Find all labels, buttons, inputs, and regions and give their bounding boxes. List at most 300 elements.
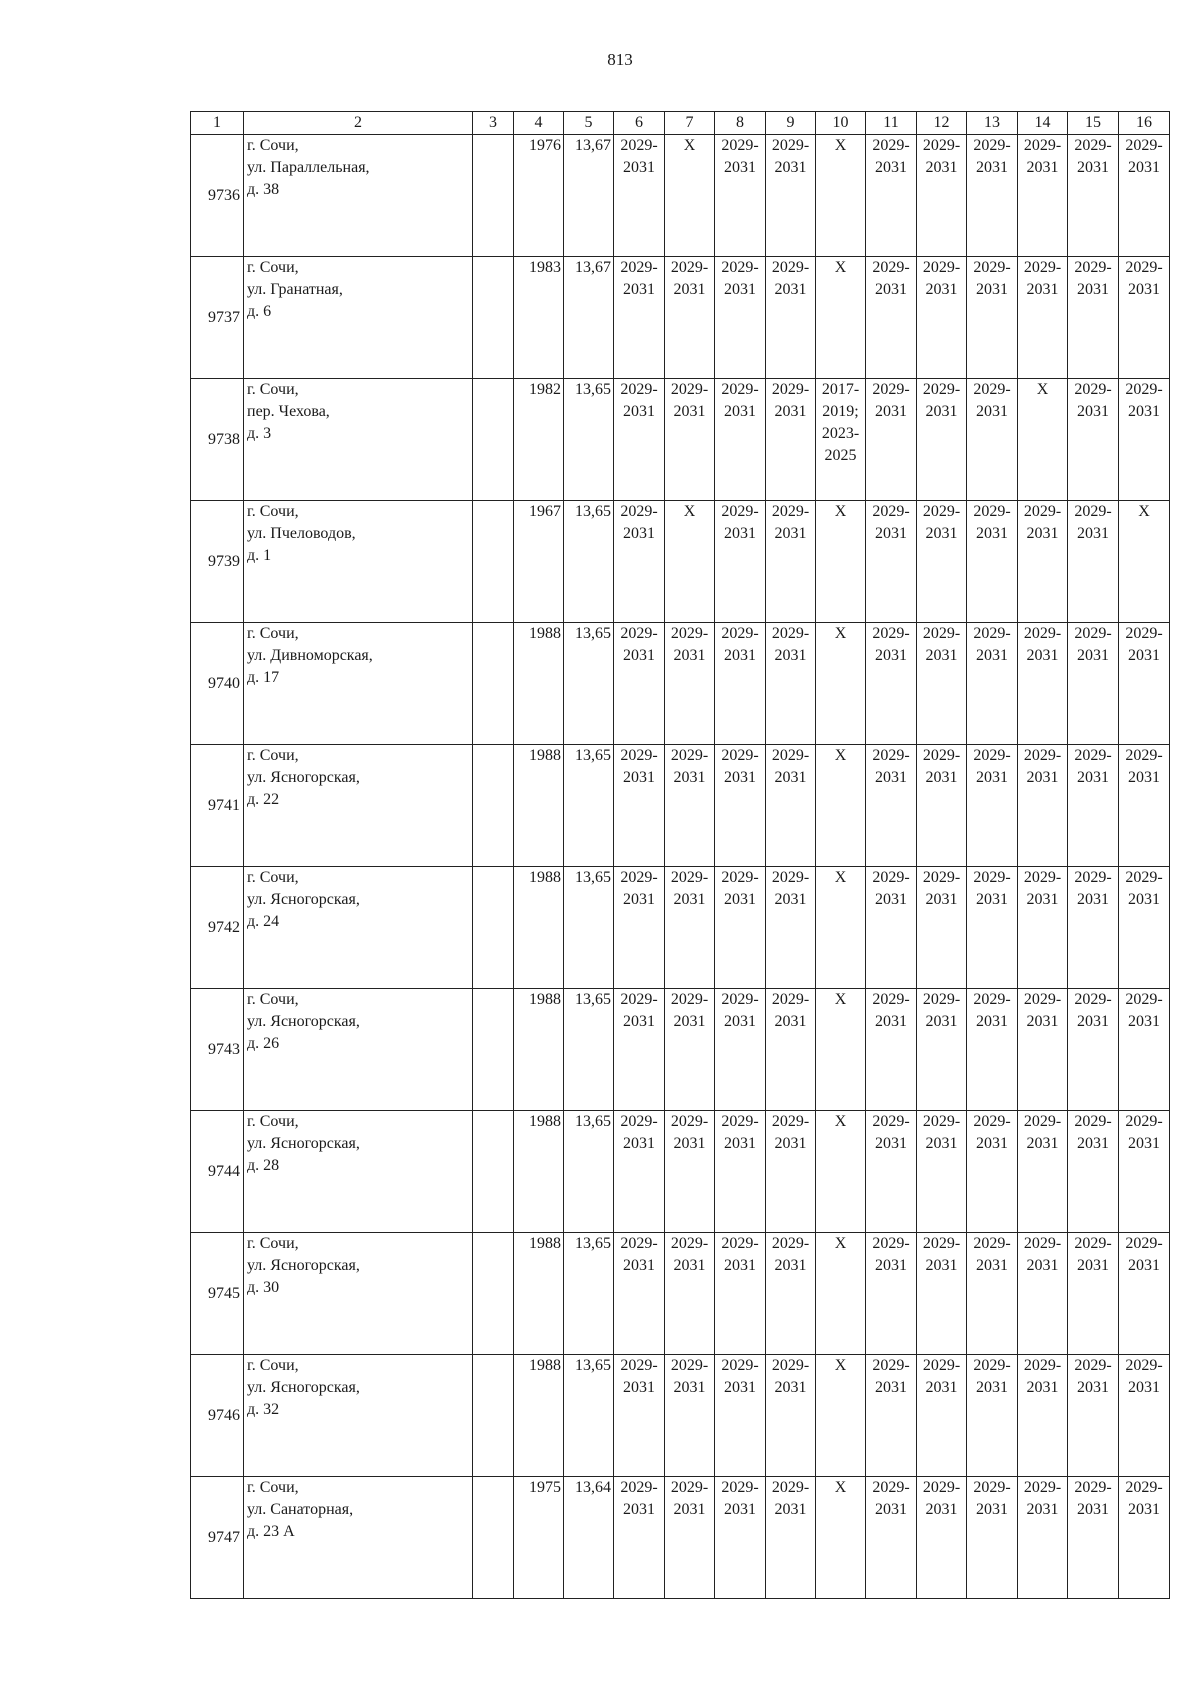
period-text: 2031 [976,1501,1008,1518]
period-cell [1068,379,1119,501]
address-line: ул. Санаторная, [247,1501,354,1518]
value-cell: 13,67 [564,135,614,257]
period-text: 2029- [1125,991,1163,1008]
period-cell [1119,1355,1170,1477]
period-text: 2031 [875,403,907,420]
period-cell [917,1477,967,1599]
period-text: 2031 [1128,403,1160,420]
period-text: 2031 [623,769,655,786]
address-line: д. 30 [247,1279,280,1296]
period-text: 2029- [620,503,658,520]
period-text: 2029- [1074,1113,1112,1130]
period-text: 2029- [872,1357,910,1374]
period-text: 2029- [1023,137,1062,154]
period-text: 2029- [1074,137,1112,154]
period-cell [816,379,866,501]
period-text: 2029- [721,137,759,154]
period-text: 2029- [1023,1357,1062,1374]
period-text: 2029- [721,1479,759,1496]
period-text: 2031 [673,1501,706,1518]
period-text: 2031 [1077,1257,1109,1274]
period-cell [1119,867,1170,989]
period-text: X [834,1113,847,1130]
period-cell [967,867,1018,989]
period-text: X [683,503,696,520]
period-text: 2029- [620,137,658,154]
table-row [191,1477,1170,1599]
period-cell [665,745,715,867]
table-row [191,379,1170,501]
period-cell [967,257,1018,379]
period-text: 2031 [623,647,655,664]
period-cell [766,1111,816,1233]
period-text: 2031 [976,769,1008,786]
period-cell [866,1355,917,1477]
period-text: 2029- [670,1479,709,1496]
column-3-cell [473,135,514,257]
period-cell [665,1233,715,1355]
period-text: 2029- [771,1479,810,1496]
period-text: 2031 [623,891,655,908]
year-cell: 1967 [514,501,564,623]
address-line: д. 6 [247,303,272,320]
address-cell [244,1111,473,1233]
column-3-cell [473,1111,514,1233]
year-cell: 1988 [514,1111,564,1233]
period-text: 2031 [673,1013,706,1030]
address-line: г. Сочи, [247,137,299,154]
period-cell [917,501,967,623]
period-text: 2029- [721,1357,759,1374]
period-text: 2029- [721,869,759,886]
period-text: X [834,1479,847,1496]
period-text: 2031 [724,159,756,176]
period-text: 2029- [771,625,810,642]
period-text: 2031 [976,1135,1008,1152]
column-header-9: 9 [766,112,816,135]
period-text: 2029- [973,381,1011,398]
address-cell [244,379,473,501]
period-text: 2029- [1125,1479,1163,1496]
period-cell [766,867,816,989]
period-text: 2029- [872,1235,910,1252]
period-cell [1068,989,1119,1111]
year-cell: 1982 [514,379,564,501]
year-cell: 1975 [514,1477,564,1599]
period-text: 2031 [1128,1013,1160,1030]
period-cell [967,623,1018,745]
period-text: 2029- [1074,381,1112,398]
period-text: 2031 [925,159,958,176]
value-cell: 13,65 [564,1355,614,1477]
period-cell [866,501,917,623]
period-cell [816,501,866,623]
period-cell [917,867,967,989]
period-cell [1018,745,1068,867]
address-line: ул. Ясногорская, [247,1013,360,1030]
period-cell [665,501,715,623]
period-cell [1018,1111,1068,1233]
column-3-cell [473,257,514,379]
period-text: 2031 [673,891,706,908]
period-text: 2029- [620,991,658,1008]
period-text: 2031 [673,403,706,420]
period-text: 2031 [1026,281,1059,298]
period-text: 2031 [925,281,958,298]
period-text: 2029- [973,1113,1011,1130]
column-header-16: 16 [1119,112,1170,135]
period-cell [665,989,715,1111]
period-cell [967,379,1018,501]
period-cell [1068,135,1119,257]
period-cell [665,867,715,989]
period-cell [1068,867,1119,989]
period-cell [715,379,766,501]
period-cell [1018,1355,1068,1477]
column-header-1: 1 [191,112,244,135]
period-text: 2029- [922,1113,961,1130]
period-text: 2029- [973,991,1011,1008]
period-text: 2029- [872,1479,910,1496]
period-text: 2029- [973,1479,1011,1496]
year-cell: 1976 [514,135,564,257]
address-line: д. 1 [247,547,272,564]
period-text: 2029- [670,747,709,764]
period-text: 2031 [976,647,1008,664]
period-text: 2031 [623,403,655,420]
period-text: 2031 [925,525,958,542]
period-text: 2031 [774,647,807,664]
period-cell [816,257,866,379]
year-cell: 1983 [514,257,564,379]
period-cell [816,1477,866,1599]
period-text: 2031 [1077,769,1109,786]
column-3-cell [473,989,514,1111]
period-cell [866,1111,917,1233]
period-text: 2031 [875,769,907,786]
period-cell [816,1355,866,1477]
address-line: г. Сочи, [247,625,299,642]
period-cell [866,989,917,1111]
row-number: 9741 [191,745,244,867]
table-row [191,501,1170,623]
period-cell [1018,989,1068,1111]
period-text: 2031 [1128,647,1160,664]
period-cell [1018,1477,1068,1599]
period-text: 2029- [973,503,1011,520]
column-header-7: 7 [665,112,715,135]
period-text: 2031 [976,1379,1008,1396]
period-text: 2029- [1074,747,1112,764]
period-cell [614,257,665,379]
year-cell: 1988 [514,989,564,1111]
period-cell [1018,501,1068,623]
period-text: 2031 [925,891,958,908]
column-header-8: 8 [715,112,766,135]
address-line: д. 32 [247,1401,280,1418]
period-text: 2029- [771,1235,810,1252]
period-text: 2031 [976,891,1008,908]
column-header-4: 4 [514,112,564,135]
period-cell [917,1233,967,1355]
column-header-11: 11 [866,112,917,135]
address-cell [244,501,473,623]
table-body [191,135,1170,1599]
period-text: 2029- [1023,991,1062,1008]
period-text: 2029- [721,381,759,398]
period-text: 2031 [875,1135,907,1152]
period-text: X [834,869,847,886]
period-text: 2031 [875,281,907,298]
period-text: 2029- [670,259,709,276]
period-text: 2029- [922,991,961,1008]
address-line: ул. Гранатная, [247,281,343,298]
period-text: 2031 [1026,159,1059,176]
year-cell: 1988 [514,623,564,745]
period-text: 2029- [1023,1113,1062,1130]
address-line: г. Сочи, [247,869,299,886]
period-text: 2031 [724,525,756,542]
period-text: 2031 [1077,525,1109,542]
period-text: 2029- [973,625,1011,642]
period-text: 2029- [1074,1357,1112,1374]
address-cell [244,135,473,257]
address-cell [244,867,473,989]
column-3-cell [473,623,514,745]
column-header-2: 2 [244,112,473,135]
period-text: 2029- [922,1235,961,1252]
period-text: 2031 [925,403,958,420]
period-text: 2029- [721,625,759,642]
period-text: 2029- [721,747,759,764]
period-text: 2029- [771,259,810,276]
column-3-cell [473,745,514,867]
period-text: X [834,259,847,276]
value-cell: 13,65 [564,379,614,501]
period-cell [1018,135,1068,257]
period-text: X [834,1235,847,1252]
period-text: 2031 [774,891,807,908]
period-cell [866,745,917,867]
period-cell [766,135,816,257]
period-cell [1068,1477,1119,1599]
address-line: г. Сочи, [247,747,299,764]
period-text: 2031 [875,1501,907,1518]
year-cell: 1988 [514,745,564,867]
period-text: 2031 [774,159,807,176]
table-row [191,1111,1170,1233]
address-cell [244,1233,473,1355]
period-text: 2031 [1128,281,1160,298]
column-header-3: 3 [473,112,514,135]
period-text: 2029- [1023,747,1062,764]
period-text: 2031 [673,1379,706,1396]
period-cell [1018,379,1068,501]
period-text: 2029- [922,381,961,398]
period-text: 2031 [1128,1379,1160,1396]
period-cell [766,1233,816,1355]
table-row [191,1233,1170,1355]
period-text: 2031 [623,525,655,542]
period-text: 2029- [1023,259,1062,276]
period-text: 2029- [620,747,658,764]
period-text: 2031 [774,769,807,786]
period-text: 2031 [1077,891,1109,908]
period-text: 2031 [875,525,907,542]
address-line: г. Сочи, [247,259,299,276]
period-text: 2031 [925,647,958,664]
column-header-14: 14 [1018,112,1068,135]
period-text: 2031 [623,1379,655,1396]
period-cell [766,501,816,623]
period-text: 2029- [872,1113,910,1130]
period-text: 2031 [976,281,1008,298]
period-text: 2029- [1125,1113,1163,1130]
period-text: 2031 [724,403,756,420]
period-cell [715,623,766,745]
column-3-cell [473,1477,514,1599]
period-text: 2023- [821,425,860,442]
period-text: 2029- [1125,137,1163,154]
period-text: 2031 [623,281,655,298]
period-cell [1119,1477,1170,1599]
period-text: 2031 [976,525,1008,542]
period-text: 2031 [1026,1501,1059,1518]
period-text: 2029- [872,137,910,154]
period-text: 2029- [620,259,658,276]
address-line: г. Сочи, [247,1113,299,1130]
period-cell [816,135,866,257]
period-cell [614,867,665,989]
period-text: 2029- [973,1235,1011,1252]
period-cell [1119,501,1170,623]
period-text: 2031 [724,891,756,908]
value-cell: 13,65 [564,745,614,867]
period-text: 2029- [1074,1479,1112,1496]
period-cell [1119,623,1170,745]
period-text: 2029- [670,869,709,886]
address-line: д. 3 [247,425,272,442]
period-text: 2029- [1023,1479,1062,1496]
value-cell: 13,65 [564,1233,614,1355]
period-cell [715,1111,766,1233]
address-line: г. Сочи, [247,1357,299,1374]
period-text: 2031 [976,159,1008,176]
table-row [191,867,1170,989]
period-text: 2031 [1128,891,1160,908]
row-number: 9738 [191,379,244,501]
period-cell [1068,1355,1119,1477]
period-cell [614,1233,665,1355]
period-text: 2031 [976,1257,1008,1274]
period-cell [766,257,816,379]
column-3-cell [473,867,514,989]
period-cell [766,745,816,867]
period-text: 2031 [1026,647,1059,664]
period-text: 2031 [925,1257,958,1274]
period-cell [866,1477,917,1599]
address-line: ул. Ясногорская, [247,1257,360,1274]
period-text: 2029- [1023,869,1062,886]
address-cell [244,745,473,867]
address-line: ул. Параллельная, [247,159,370,176]
period-text: 2029- [771,137,810,154]
address-cell [244,1355,473,1477]
period-cell [866,379,917,501]
period-text: 2029- [1023,625,1062,642]
address-cell [244,989,473,1111]
period-cell [816,867,866,989]
period-text: 2029- [670,1357,709,1374]
address-line: д. 17 [247,669,280,686]
period-text: 2031 [774,281,807,298]
period-text: 2031 [623,1135,655,1152]
period-text: X [834,503,847,520]
period-text: 2017- [821,381,860,398]
period-text: 2031 [724,1013,756,1030]
period-text: 2029- [1074,625,1112,642]
year-cell: 1988 [514,1233,564,1355]
period-text: 2029- [872,503,910,520]
period-text: 2031 [1128,769,1160,786]
row-number: 9739 [191,501,244,623]
period-cell [1068,745,1119,867]
period-text: 2031 [774,1135,807,1152]
address-line: д. 22 [247,791,280,808]
period-text: 2029- [771,869,810,886]
period-cell [715,135,766,257]
period-text: 2031 [673,647,706,664]
period-text: 2031 [925,1135,958,1152]
period-text: 2029- [973,747,1011,764]
row-number: 9740 [191,623,244,745]
period-cell [614,989,665,1111]
column-3-cell [473,379,514,501]
period-text: 2031 [925,1013,958,1030]
row-number: 9736 [191,135,244,257]
address-cell [244,623,473,745]
period-text: 2031 [1026,525,1059,542]
period-text: 2031 [1077,281,1109,298]
period-text: 2029- [620,1235,658,1252]
value-cell: 13,65 [564,1111,614,1233]
address-cell [244,257,473,379]
page-number: 813 [607,50,633,69]
period-text: X [1138,503,1150,520]
address-line: ул. Ясногорская, [247,891,360,908]
period-text: 2029- [1125,1235,1163,1252]
period-text: 2031 [623,1257,655,1274]
period-text: X [1036,381,1049,398]
period-text: 2029- [973,137,1011,154]
period-text: 2029- [973,259,1011,276]
period-cell [967,501,1018,623]
period-text: 2031 [724,769,756,786]
period-cell [917,989,967,1111]
registry-table [190,111,1170,1599]
period-text: 2029- [620,1479,658,1496]
period-text: 2031 [1077,159,1109,176]
period-cell [1119,745,1170,867]
period-text: 2031 [673,1257,706,1274]
row-number: 9744 [191,1111,244,1233]
row-number: 9745 [191,1233,244,1355]
period-cell [967,1233,1018,1355]
period-text: 2029- [922,503,961,520]
period-text: 2029- [872,991,910,1008]
period-cell [665,623,715,745]
column-header-5: 5 [564,112,614,135]
